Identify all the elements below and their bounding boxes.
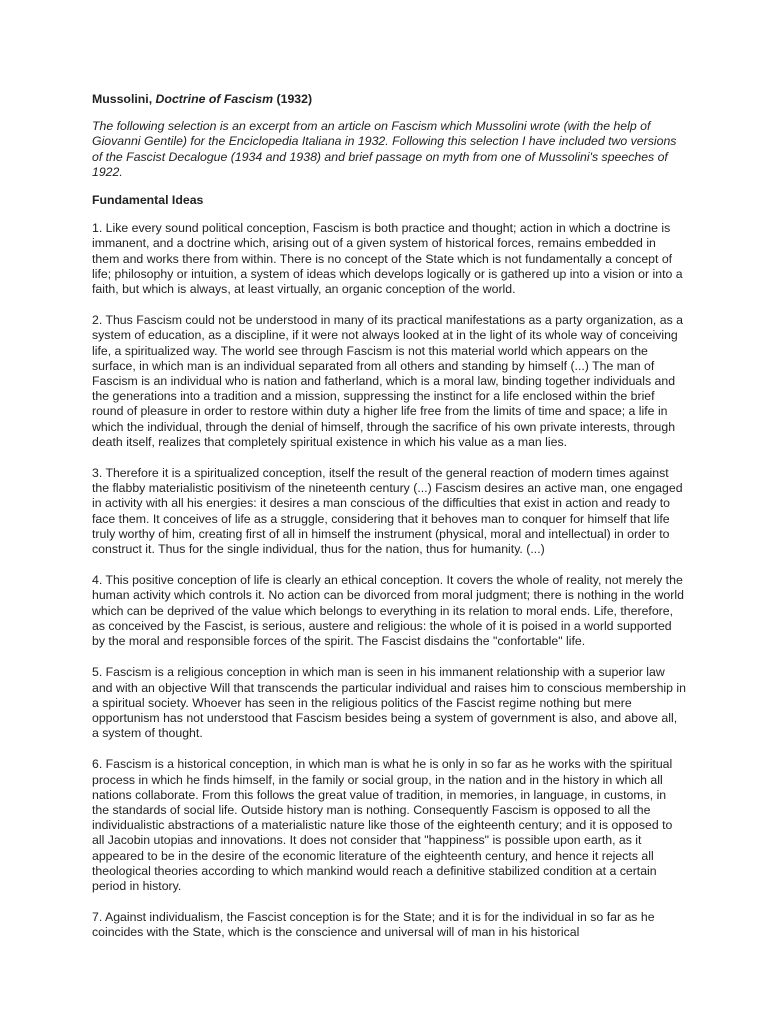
document-page <box>92 92 686 957</box>
paragraph-4: 4. This positive conception of life is clearly an ethical conception. It covers the whole of reality, not merely the human activity which controls it. No action can be divorced from moral judgment; there is nothing in the world which can be deprived of the value which belongs to everything in its relation to moral ends. Life, therefore, as conceived by the Fascist, is serious, austere and religious: the whole of it is poised in a world supported by the moral and responsible forces of the spirit. The Fascist disdains the "confortable" life. <box>92 573 684 649</box>
paragraph-2: 2. Thus Fascism could not be understood in many of its practical manifestations as a party organization, as a system of education, as a discipline, if it were not always looked at in the light of its whole way of conceiving life, a spiritualized way. The world see through Fascism is not this material world which appears on the surface, in which man is an individual separated from all others and standing by himself (...) The man of Fascism is an individual who is nation and fatherland, which is a moral law, binding together individuals and the generations into a tradition and a mission, suppressing the instinct for a life enclosed within the brief round of pleasure in order to restore within duty a higher life free from the limits of time and space; a life in which the individual, through the denial of himself, through the sacrifice of his own private interests, through death itself, realizes that completely spiritual existence in which his value as a man lies. <box>92 313 684 449</box>
section-heading: Fundamental Ideas <box>92 193 204 208</box>
paragraph-5: 5. Fascism is a religious conception in which man is seen in his immanent relationship with a superior law and with an objective Will that transcends the particular individual and raises him to conscious membership in a spiritual society. Whoever has seen in the religious politics of the Fascist regime nothing but mere opportunism has not understood that Fascism besides being a system of government is also, and above all, a system of thought. <box>92 665 686 741</box>
title-author: Mussolini, <box>92 92 156 106</box>
document-title <box>92 92 686 107</box>
paragraph-7: 7. Against individualism, the Fascist conception is for the State; and it is for the individual in so far as he coincides with the State, which is the conscience and universal will of man in his historical <box>92 910 655 940</box>
paragraph-1: 1. Like every sound political conception, Fascism is both practice and thought; action in which a doctrine is immanent, and a doctrine which, arising out of a given system of historical forces, remains embedded in them and works there from within. There is no concept of the State which is not fundamentally a concept of life; philosophy or intuition, a system of ideas which develops logically or is gathered up into a vision or into a faith, but which is always, at least virtually, an organic conception of the world. <box>92 221 683 297</box>
paragraph-3: 3. Therefore it is a spiritualized conception, itself the result of the general reaction of modern times against the flabby materialistic positivism of the nineteenth century (...) Fascism desires an active man, one engaged in activity with all his energies: it desires a man conscious of the difficulties that exist in action and ready to face them. It conceives of life as a struggle, considering that it behoves man to conquer for himself that life truly worthy of him, creating first of all in himself the instrument (physical, moral and intellectual) in order to construct it. Thus for the single individual, thus for the nation, thus for humanity. (...) <box>92 466 683 557</box>
intro-paragraph: The following selection is an excerpt from an article on Fascism which Mussolini wrote (with the help of Giovanni Gentile) for the Enciclopedia Italiana in 1932. Following this selection I have included two versions of the Fascist Decalogue (1934 and 1938) and brief passage on myth from one of Mussolini's speeches of 1922. <box>92 119 677 179</box>
title-year: (1932) <box>273 92 313 106</box>
paragraph-6: 6. Fascism is a historical conception, in which man is what he is only in so far as he works with the spiritual process in which he finds himself, in the family or social group, in the nation and in the history in which all nations collaborate. From this follows the great value of tradition, in memories, in language, in customs, in the standards of social life. Outside history man is nothing. Consequently Fascism is opposed to all the individualistic abstractions of a materialistic nature like those of the eighteenth century; and it is opposed to all Jacobin utopias and innovations. It does not consider that "happiness" is possible upon earth, as it appeared to be in the desire of the economic literature of the eighteenth century, and hence it rejects all theological theories according to which mankind would reach a definitive stabilized condition at a certain period in history. <box>92 757 673 893</box>
title-work: Doctrine of Fascism <box>155 92 274 106</box>
